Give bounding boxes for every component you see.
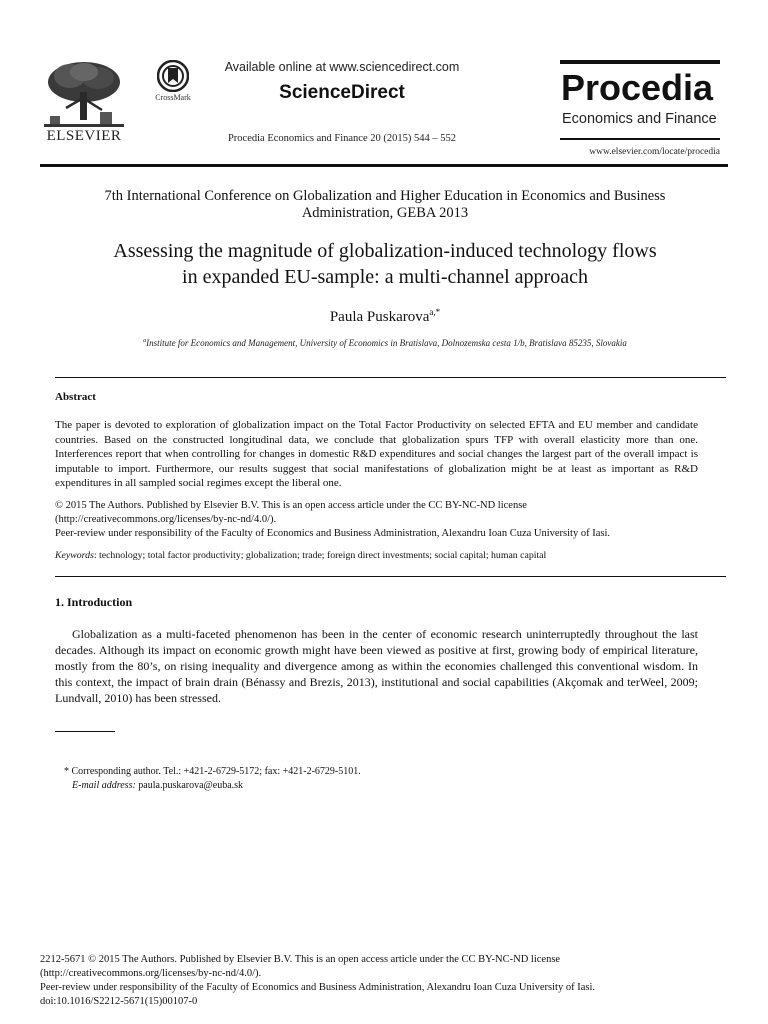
affiliation-line	[40, 338, 730, 348]
keywords-list: : technology; total factor productivity; globalization; trade; foreign direct investments; social capital; human capital	[93, 550, 547, 561]
corresponding-author-footnote: * Corresponding author. Tel.: +421-2-6729-5172; fax: +421-2-6729-5101.	[64, 766, 361, 777]
journal-url[interactable]: www.elsevier.com/locate/procedia	[589, 147, 720, 157]
section-heading-introduction: 1. Introduction	[55, 595, 133, 609]
bottom-license-link[interactable]: (http://creativecommons.org/licenses/by-nc-nd/4.0/).	[40, 968, 262, 979]
journal-subtitle: Economics and Finance	[562, 111, 717, 127]
conference-line-1: 7th International Conference on Globalization and Higher Education in Economics and Business	[104, 188, 666, 204]
copyright-notice: © 2015 The Authors. Published by Elsevier B.V. This is an open access article under the CC BY-NC-ND license	[55, 500, 527, 511]
publisher-name: ELSEVIER	[46, 128, 122, 144]
abstract-bottom-rule	[55, 576, 726, 577]
title-line-2: in expanded EU-sample: a multi-channel approach	[182, 266, 588, 288]
email-footnote	[72, 780, 243, 791]
conference-name	[40, 188, 730, 222]
email-label: E-mail address:	[72, 780, 136, 791]
paper-title	[40, 238, 730, 290]
footnote-rule	[55, 731, 115, 732]
abstract-body: The paper is devoted to exploration of globalization impact on the Total Factor Productivity on selected EFTA and EU member and candidate countries. Based on the constructed longitudinal data, we conclude that globalization spurs TFP with overall elasticity more than one. Interferences report that when controlling for changes in domestic R&D expenditures and social changes the largest part of the overall impact is imputable to import. Furthermore, our results suggest that social manifestations of globalization might be at least as important as R&D expenditures in all sampled social regimes except the liberal one.	[55, 419, 698, 490]
abstract-top-rule	[55, 377, 726, 378]
doi-line[interactable]: doi:10.1016/S2212-5671(15)00107-0	[40, 996, 198, 1007]
crossmark-badge[interactable]	[148, 60, 198, 102]
bottom-peer-review: Peer-review under responsibility of the Faculty of Economics and Business Administration, Alexandru Ioan Cuza University of Iasi.	[40, 982, 596, 993]
available-online-text: Available online at www.sciencedirect.com	[224, 60, 460, 74]
conference-line-2: Administration, GEBA 2013	[301, 205, 469, 221]
sciencedirect-logo: ScienceDirect	[279, 82, 405, 103]
crossmark-label: CrossMark	[155, 93, 191, 102]
journal-reference: Procedia Economics and Finance 20 (2015) 544 – 552	[227, 133, 457, 144]
header-divider	[40, 164, 728, 167]
introduction-body: Globalization as a multi-faceted phenomenon has been in the center of economic research uninterruptedly throughout the last decades. Although its impact on economic growth might have been viewed as positive at first, growing body of empirical literature, mostly from the 80’s, on rising inequality and divergence among as within the economies challenged this conventional wisdom. In this context, the impact of brain drain (Bénassy and Brezis, 2013), institutional and social capabilities (Akçomak and terWeel, 2009; Lundvall, 2010) has been stressed.	[55, 627, 698, 705]
procedia-top-bar	[560, 60, 720, 64]
title-line-1: Assessing the magnitude of globalization-induced technology flows	[113, 240, 657, 262]
crossmark-icon	[157, 60, 189, 92]
author-line	[40, 307, 730, 326]
issn-copyright-line: 2212-5671 © 2015 The Authors. Published by Elsevier B.V. This is an open access article under the CC BY-NC-ND license	[40, 954, 561, 965]
author-superscript: a,*	[429, 307, 441, 317]
affiliation-superscript: a	[143, 338, 147, 344]
journal-title: Procedia	[561, 67, 714, 108]
procedia-under-rule	[560, 138, 720, 140]
keywords-label: Keywords	[55, 550, 94, 561]
peer-review-notice: Peer-review under responsibility of the Faculty of Economics and Business Administration, Alexandru Ioan Cuza University of Iasi.	[55, 528, 611, 539]
abstract-heading: Abstract	[55, 391, 96, 403]
author-name: Paula Puskarova	[329, 309, 430, 325]
affiliation-text: Institute for Economics and Management, University of Economics in Bratislava, Dolnozemska cesta 1/b, Bratislava 85235, Slovakia	[146, 338, 627, 348]
keywords-line	[55, 549, 715, 563]
email-address[interactable]: paula.puskarova@euba.sk	[135, 780, 244, 791]
license-link[interactable]: (http://creativecommons.org/licenses/by-nc-nd/4.0/).	[55, 514, 277, 525]
